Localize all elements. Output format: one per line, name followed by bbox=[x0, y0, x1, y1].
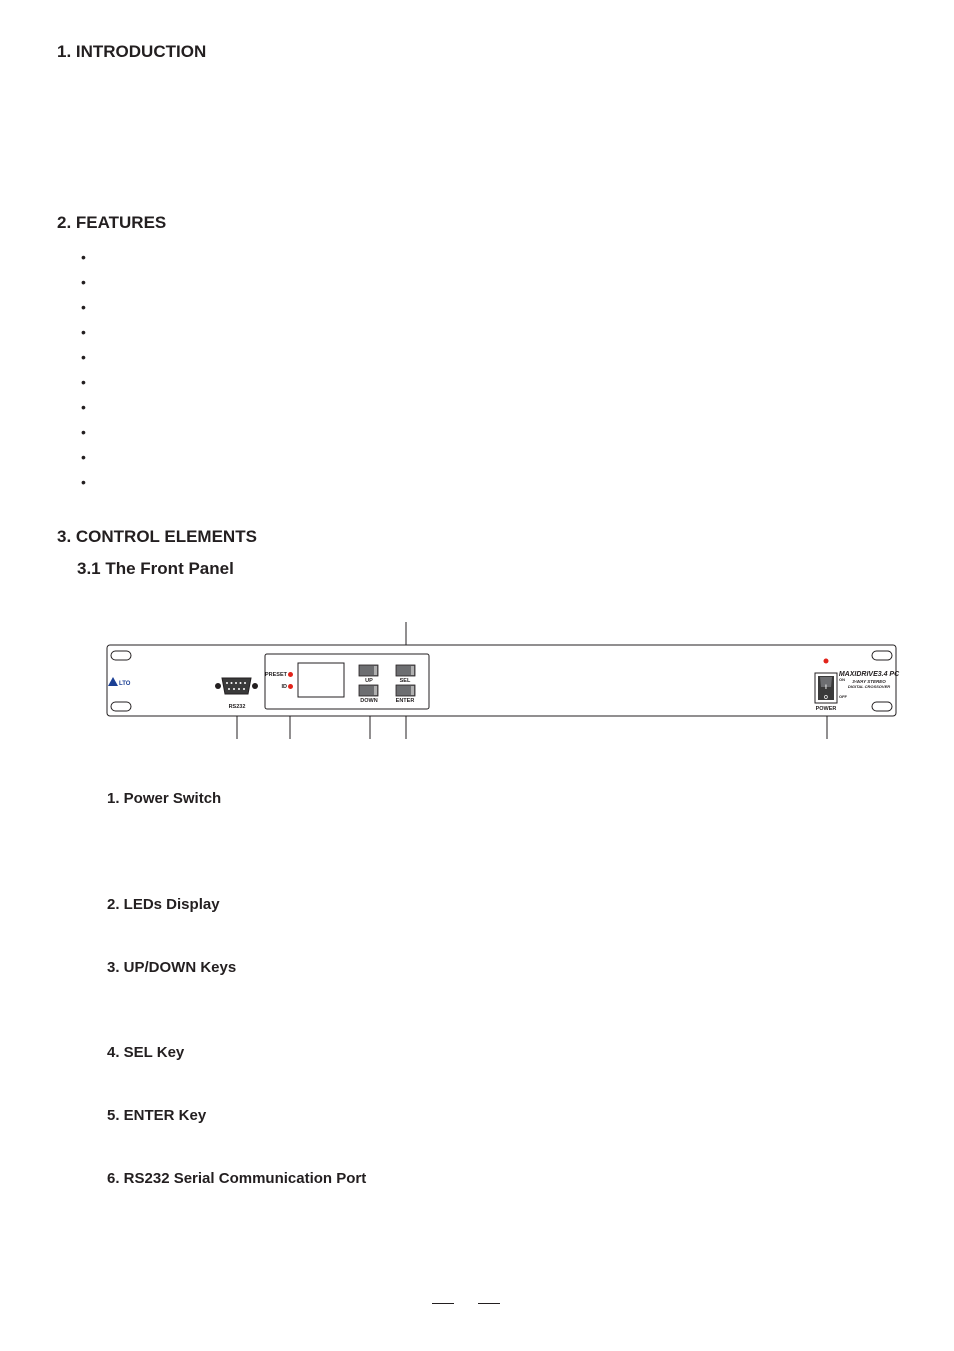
feature-bullet: • bbox=[81, 274, 86, 290]
item-up-down-keys: 3. UP/DOWN Keys bbox=[107, 959, 237, 976]
preset-led-icon bbox=[288, 672, 293, 677]
enter-label: ENTER bbox=[395, 698, 415, 704]
item-leds-display: 2. LEDs Display bbox=[107, 896, 220, 913]
section-title-features: 2. FEATURES bbox=[57, 213, 167, 232]
switch-on-label: ON bbox=[839, 677, 845, 682]
section-title-control-elements: 3. CONTROL ELEMENTS bbox=[57, 527, 257, 546]
id-led-icon bbox=[288, 684, 293, 689]
feature-bullet: • bbox=[81, 249, 86, 265]
sel-button[interactable] bbox=[396, 665, 415, 676]
switch-off-glyph: O bbox=[824, 695, 828, 701]
feature-bullet: • bbox=[81, 399, 86, 415]
down-button[interactable] bbox=[359, 685, 378, 696]
up-label: UP bbox=[365, 678, 373, 684]
item-rs232-port: 6. RS232 Serial Communication Port bbox=[107, 1170, 367, 1187]
model-subtitle-1: 3-WAY STEREO bbox=[852, 679, 886, 684]
power-label: POWER bbox=[815, 706, 837, 712]
led-display-window bbox=[298, 663, 344, 697]
feature-bullet: • bbox=[81, 474, 86, 490]
model-subtitle-2: DIGITAL CROSSOVER bbox=[847, 684, 891, 689]
id-led-label: ID bbox=[281, 684, 287, 690]
section-title-front-panel: 3.1 The Front Panel bbox=[77, 559, 234, 578]
feature-bullet: • bbox=[81, 424, 86, 440]
switch-off-label: OFF bbox=[839, 694, 847, 699]
feature-bullet: • bbox=[81, 299, 86, 315]
power-led-icon bbox=[824, 659, 829, 664]
feature-bullet: • bbox=[81, 349, 86, 365]
switch-on-glyph: I bbox=[825, 685, 827, 691]
rs232-label: RS232 bbox=[228, 704, 246, 710]
front-panel-diagram bbox=[100, 615, 905, 745]
preset-led-label: PRESET bbox=[264, 672, 287, 678]
feature-bullet: • bbox=[81, 324, 86, 340]
item-sel-key: 4. SEL Key bbox=[107, 1044, 185, 1061]
footer-rule bbox=[432, 1303, 454, 1304]
item-power-switch: 1. Power Switch bbox=[107, 790, 222, 807]
feature-bullet: • bbox=[81, 449, 86, 465]
footer-rule bbox=[478, 1303, 500, 1304]
model-name: MAXIDRIVE3.4 PC bbox=[838, 671, 900, 678]
up-button[interactable] bbox=[359, 665, 378, 676]
item-enter-key: 5. ENTER Key bbox=[107, 1107, 207, 1124]
section-title-introduction: 1. INTRODUCTION bbox=[57, 42, 207, 61]
down-label: DOWN bbox=[360, 698, 378, 704]
sel-label: SEL bbox=[399, 678, 411, 684]
feature-bullet: • bbox=[81, 374, 86, 390]
enter-button[interactable] bbox=[396, 685, 415, 696]
brand-logo-text: LTO bbox=[119, 681, 131, 687]
